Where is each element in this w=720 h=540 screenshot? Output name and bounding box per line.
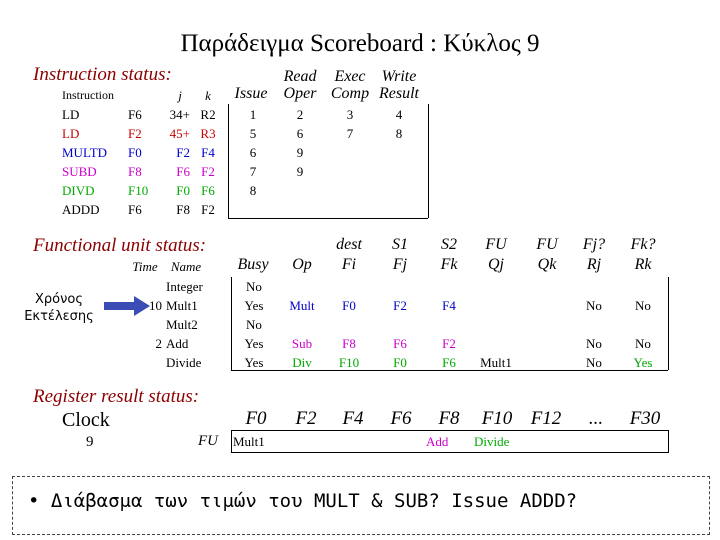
instr-j: F8 — [176, 202, 190, 217]
instr-j: F6 — [176, 164, 190, 179]
fu-name: Mult2 — [166, 317, 198, 332]
instr-dest: F0 — [128, 145, 142, 160]
fu-fi: F8 — [342, 336, 356, 351]
reg-bottom-line — [231, 452, 669, 453]
instr-j: 34+ — [169, 107, 190, 122]
instr-exec: 3 — [346, 107, 354, 122]
instr-op: DIVD — [62, 183, 95, 198]
instr-k: F4 — [201, 145, 215, 160]
instr-j: F0 — [176, 183, 190, 198]
fu-rj: No — [586, 355, 602, 370]
instr-op: LD — [62, 107, 80, 122]
fu-header-top: Fj? — [582, 236, 606, 253]
read-header-line2: Oper — [283, 85, 317, 102]
register-name: ... — [588, 408, 604, 429]
fu-header-bottom: Fj — [392, 256, 408, 273]
instr-read: 2 — [296, 107, 304, 122]
instr-write: 4 — [395, 107, 403, 122]
write-result-header — [371, 68, 427, 102]
instr-op: LD — [62, 126, 80, 141]
instr-k: R2 — [200, 107, 216, 122]
fu-time: 2 — [155, 336, 162, 351]
register-name: F2 — [295, 408, 317, 429]
write-header-line2: Result — [379, 85, 419, 102]
fu-header-top: S2 — [441, 236, 457, 253]
fu-row-label: FU — [198, 433, 218, 449]
fu-header-bottom: Time — [132, 259, 158, 274]
fu-header-top: FU — [536, 236, 558, 253]
fu-right-divider — [668, 277, 669, 370]
instr-write: 8 — [395, 126, 403, 141]
fu-rk: Yes — [633, 355, 653, 370]
instr-k: R3 — [200, 126, 216, 141]
register-name: F10 — [481, 408, 513, 429]
instr-j: 45+ — [169, 126, 190, 141]
register-fu-value: Add — [426, 434, 449, 449]
instr-read: 6 — [296, 126, 304, 141]
instr-dest: F8 — [128, 164, 142, 179]
exec-header-line1: Exec — [334, 68, 366, 85]
register-name: F30 — [629, 408, 661, 429]
read-oper-header — [272, 68, 328, 102]
fu-header-bottom: Qj — [488, 256, 504, 273]
fu-fj: F0 — [393, 355, 407, 370]
exec-comp-header — [325, 68, 375, 102]
fu-header-top: dest — [336, 236, 362, 253]
fu-fi: F10 — [338, 355, 360, 370]
register-name: F6 — [390, 408, 412, 429]
fu-rk: No — [635, 336, 651, 351]
arrow-right-icon — [104, 296, 152, 316]
fu-header-bottom: Rj — [586, 256, 602, 273]
fu-busy: Yes — [244, 355, 264, 370]
fu-fj: F2 — [393, 298, 407, 313]
fu-name: Integer — [166, 279, 203, 294]
fu-op: Div — [292, 355, 312, 370]
fu-header-bottom: Name — [170, 259, 202, 274]
fu-header-bottom: Fk — [440, 256, 458, 273]
instr-op: MULTD — [62, 145, 108, 160]
fu-fj: F6 — [393, 336, 407, 351]
instr-dest: F2 — [128, 126, 142, 141]
instr-right-divider — [428, 104, 429, 218]
instr-exec: 7 — [346, 126, 354, 141]
fu-busy: Yes — [244, 298, 264, 313]
fu-header-bottom: Rk — [634, 256, 652, 273]
fu-fk: F4 — [442, 298, 456, 313]
instr-k: F2 — [201, 164, 215, 179]
fu-op: Sub — [291, 336, 313, 351]
instr-op: SUBD — [62, 164, 97, 179]
write-header-line1: Write — [381, 68, 417, 85]
fu-header-bottom: Qk — [537, 256, 557, 273]
reg-left-line — [231, 430, 232, 453]
fu-busy: No — [246, 317, 262, 332]
instr-j: F2 — [176, 145, 190, 160]
clock-value: 9 — [86, 434, 94, 450]
reg-top-line — [231, 430, 669, 431]
register-fu-value: Mult1 — [233, 434, 265, 449]
instr-bottom-line — [228, 218, 428, 219]
instr-issue: 8 — [249, 183, 257, 198]
fu-op: Mult — [289, 298, 315, 313]
exec-header-line2: Comp — [330, 85, 370, 102]
instr-dest: F10 — [128, 183, 149, 198]
fu-busy: Yes — [244, 336, 264, 351]
j-col-header: j — [178, 88, 182, 103]
register-name: F8 — [438, 408, 460, 429]
register-fu-value: Divide — [474, 434, 510, 449]
instr-issue: 7 — [249, 164, 257, 179]
reg-right-line — [668, 430, 669, 453]
fu-name: Add — [166, 336, 189, 351]
clock-label: Clock — [62, 409, 110, 431]
instr-read: 9 — [296, 164, 304, 179]
k-col-header: k — [205, 88, 211, 103]
fu-rj: No — [586, 298, 602, 313]
execution-time-label-line1: Χρόνος — [35, 292, 83, 307]
instruction-status-heading: Instruction status: — [33, 64, 172, 85]
fu-header-bottom: Op — [292, 256, 312, 273]
instr-dest: F6 — [128, 107, 142, 122]
fu-fi: F0 — [342, 298, 356, 313]
instr-issue: 5 — [249, 126, 257, 141]
instr-issue: 6 — [249, 145, 257, 160]
fu-header-top: Fk? — [630, 236, 656, 253]
instr-read: 9 — [296, 145, 304, 160]
fu-time: 10 — [149, 298, 162, 313]
instr-op: ADDD — [62, 202, 100, 217]
issue-col-header: Issue — [234, 85, 268, 102]
fu-name: Divide — [166, 355, 202, 370]
functional-unit-status-heading: Functional unit status: — [33, 235, 207, 256]
fu-fk: F2 — [442, 336, 456, 351]
instr-k: F2 — [201, 202, 215, 217]
register-name: F4 — [342, 408, 364, 429]
register-name: F0 — [245, 408, 267, 429]
question-text: • Διάβασμα των τιμών του MULT & SUB? Issue ADDD? — [28, 490, 578, 512]
instr-k: F6 — [201, 183, 215, 198]
fu-rj: No — [586, 336, 602, 351]
fu-fk: F6 — [442, 355, 456, 370]
fu-header-top: S1 — [392, 236, 408, 253]
fu-name: Mult1 — [166, 298, 198, 313]
execution-time-label — [18, 291, 100, 325]
fu-header-top: FU — [485, 236, 507, 253]
instr-issue: 1 — [249, 107, 257, 122]
fu-busy: No — [246, 279, 262, 294]
register-result-status-heading: Register result status: — [33, 386, 200, 407]
read-header-line1: Read — [283, 68, 317, 85]
fu-header-bottom: Busy — [237, 256, 269, 273]
issue-divider — [228, 104, 229, 218]
fu-qj: Mult1 — [480, 355, 512, 370]
register-name: F12 — [530, 408, 562, 429]
page-title: Παράδειγμα Scoreboard : Κύκλος 9 — [180, 30, 540, 57]
fu-rk: No — [635, 298, 651, 313]
fu-header-bottom: Fi — [341, 256, 357, 273]
instruction-col-header: Instruction — [62, 88, 114, 102]
instr-dest: F6 — [128, 202, 142, 217]
execution-time-label-line2: Εκτέλεσης — [24, 309, 94, 324]
